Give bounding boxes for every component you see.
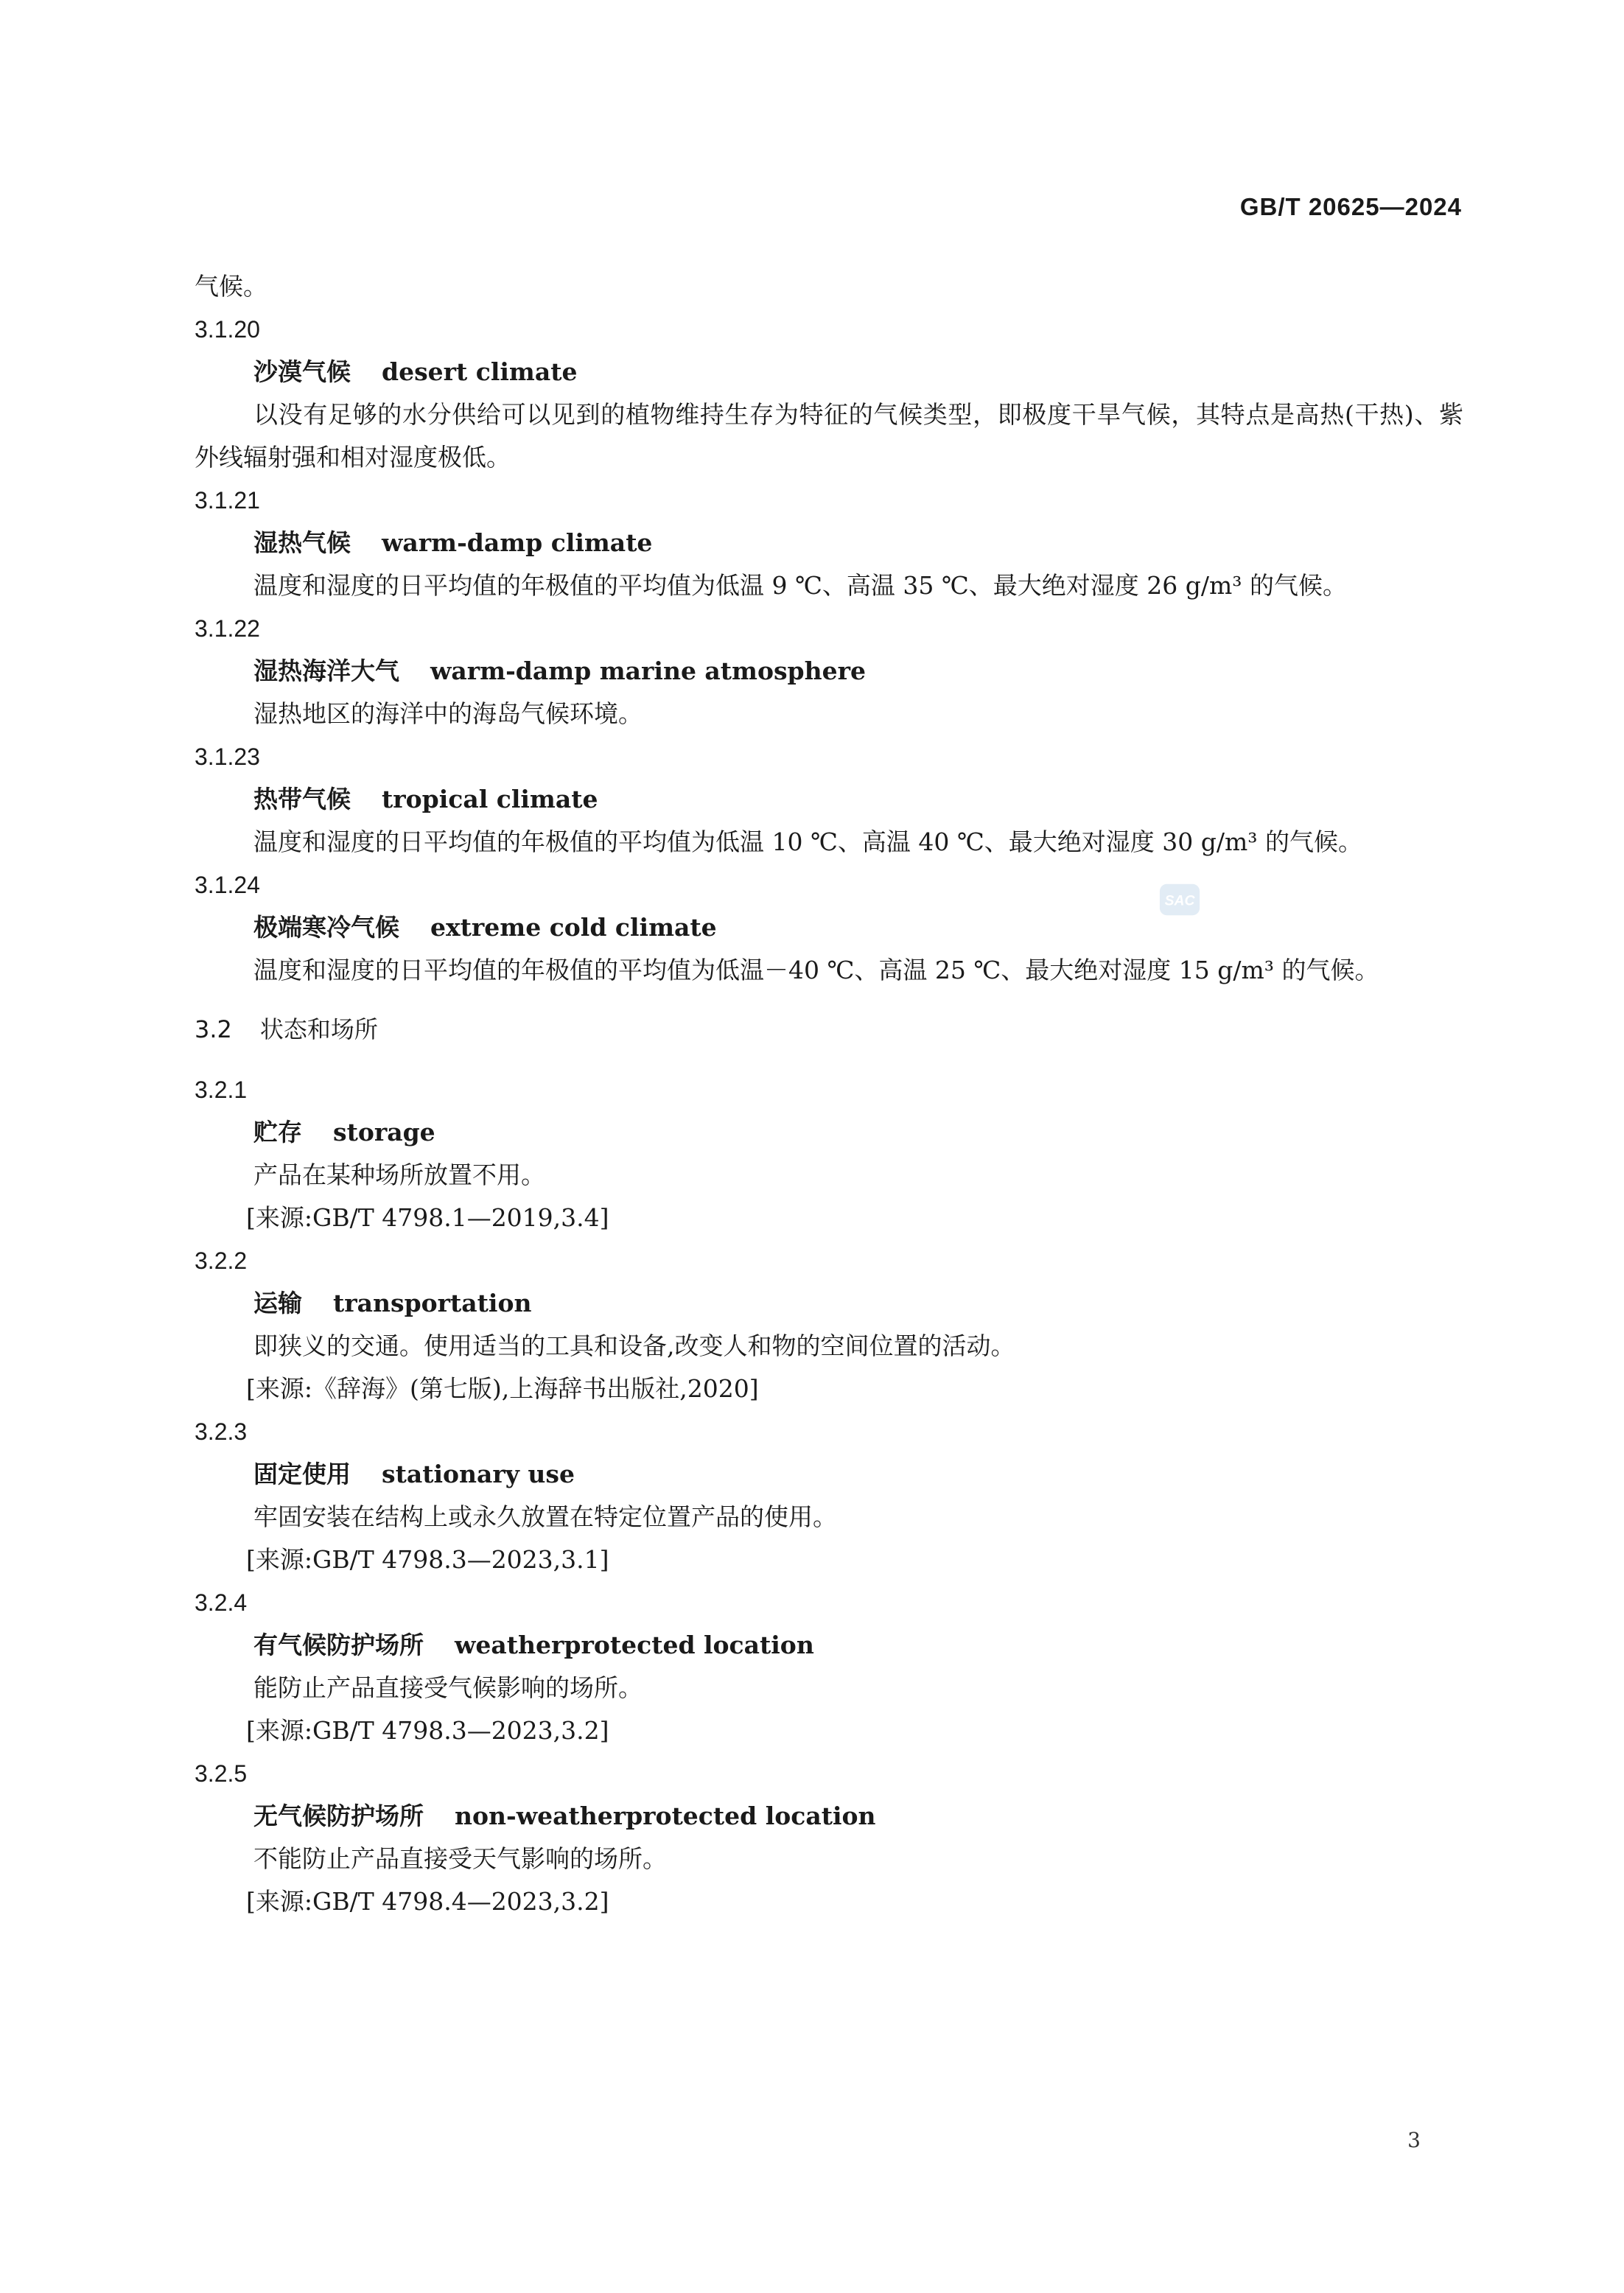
term-heading: [195, 1111, 1463, 1154]
term-number: 3.1.23: [195, 743, 260, 770]
term-entry: [195, 1410, 1463, 1581]
term-en: tropical climate: [382, 785, 598, 813]
term-definition: 即狭义的交通。使用适当的工具和设备,改变人和物的空间位置的活动。: [253, 1331, 1015, 1360]
term-heading: [195, 1624, 1463, 1667]
term-number: 3.1.24: [195, 872, 260, 898]
term-definition: 温度和湿度的日平均值的年极值的平均值为低温 9 ℃、高温 35 ℃、最大绝对湿度 26 g/m³ 的气候。: [253, 571, 1348, 600]
section-number: 3.2: [195, 1015, 232, 1043]
term-definition: 能防止产品直接受气候影响的场所。: [253, 1673, 643, 1702]
term-zh: 热带气候: [253, 785, 351, 813]
term-zh: 固定使用: [253, 1460, 351, 1488]
term-heading: [195, 522, 1463, 564]
term-definition: 温度和湿度的日平均值的年极值的平均值为低温－40 ℃、高温 25 ℃、最大绝对湿度 15 g/m³ 的气候。: [253, 956, 1379, 984]
term-heading: [195, 1795, 1463, 1838]
term-source: [来源:GB/T 4798.3—2023,3.1]: [246, 1545, 609, 1574]
term-number: 3.2.4: [195, 1589, 248, 1616]
standard-number: GB/T 20625—2024: [1239, 193, 1462, 220]
term-entry: [195, 308, 1463, 479]
term-entry: [195, 1581, 1463, 1752]
term-number: 3.1.21: [195, 487, 260, 514]
term-number: 3.2.3: [195, 1418, 248, 1445]
sac-watermark-text: SAC: [1164, 893, 1195, 909]
term-number: 3.2.1: [195, 1077, 248, 1103]
term-source: [来源:GB/T 4798.3—2023,3.2]: [246, 1716, 609, 1745]
term-heading: [195, 650, 1463, 693]
term-heading: [195, 1453, 1463, 1496]
term-entry: [195, 864, 1463, 992]
continuation-text: 气候。: [195, 272, 267, 301]
term-definition: 以没有足够的水分供给可以见到的植物维持生存为特征的气候类型，即极度干旱气候，其特点是高热(干热)、紫外线辐射强和相对湿度极低。: [195, 400, 1463, 472]
term-entry: [195, 1239, 1463, 1410]
term-zh: 贮存: [253, 1118, 302, 1146]
term-source: [来源:GB/T 4798.1—2019,3.4]: [246, 1203, 609, 1232]
section-heading: [195, 1008, 1463, 1051]
term-zh: 湿热海洋大气: [253, 657, 399, 685]
term-number: 3.2.2: [195, 1247, 248, 1274]
term-en: non-weatherprotected location: [455, 1802, 876, 1830]
page-number: 3: [1407, 2128, 1421, 2152]
section-title: 状态和场所: [259, 1015, 378, 1043]
term-heading: [195, 906, 1463, 949]
term-en: desert climate: [382, 357, 578, 386]
term-entry: [195, 1068, 1463, 1239]
term-number: 3.1.22: [195, 615, 260, 642]
term-en: storage: [333, 1118, 435, 1146]
term-entry: [195, 735, 1463, 864]
term-en: stationary use: [382, 1460, 575, 1488]
term-zh: 运输: [253, 1289, 302, 1317]
term-number: 3.2.5: [195, 1760, 248, 1787]
term-en: warm-damp climate: [382, 528, 653, 557]
term-definition: 不能防止产品直接受天气影响的场所。: [253, 1844, 667, 1873]
term-en: weatherprotected location: [455, 1631, 814, 1659]
term-zh: 湿热气候: [253, 528, 351, 557]
term-definition: 温度和湿度的日平均值的年极值的平均值为低温 10 ℃、高温 40 ℃、最大绝对湿度 30 g/m³ 的气候。: [253, 827, 1362, 856]
term-entry: [195, 607, 1463, 735]
term-zh: 无气候防护场所: [253, 1802, 424, 1830]
term-en: transportation: [333, 1289, 532, 1317]
term-definition: 牢固安装在结构上或永久放置在特定位置产品的使用。: [253, 1502, 837, 1531]
term-en: extreme cold climate: [430, 913, 717, 942]
term-source: [来源:GB/T 4798.4—2023,3.2]: [246, 1887, 609, 1916]
term-number: 3.1.20: [195, 316, 260, 343]
term-entry: [195, 479, 1463, 607]
term-zh: 有气候防护场所: [253, 1631, 424, 1659]
term-heading: [195, 351, 1463, 393]
term-definition: 湿热地区的海洋中的海岛气候环境。: [253, 699, 643, 728]
sac-watermark-logo: [1158, 878, 1201, 921]
term-zh: 极端寒冷气候: [253, 913, 399, 942]
page-content: [195, 265, 1463, 1923]
term-source: [来源:《辞海》(第七版),上海辞书出版社,2020]: [246, 1374, 759, 1403]
term-definition: 产品在某种场所放置不用。: [253, 1160, 545, 1189]
term-en: warm-damp marine atmosphere: [430, 657, 867, 685]
term-zh: 沙漠气候: [253, 357, 351, 386]
term-entry: [195, 1752, 1463, 1923]
term-heading: [195, 778, 1463, 821]
term-heading: [195, 1282, 1463, 1325]
